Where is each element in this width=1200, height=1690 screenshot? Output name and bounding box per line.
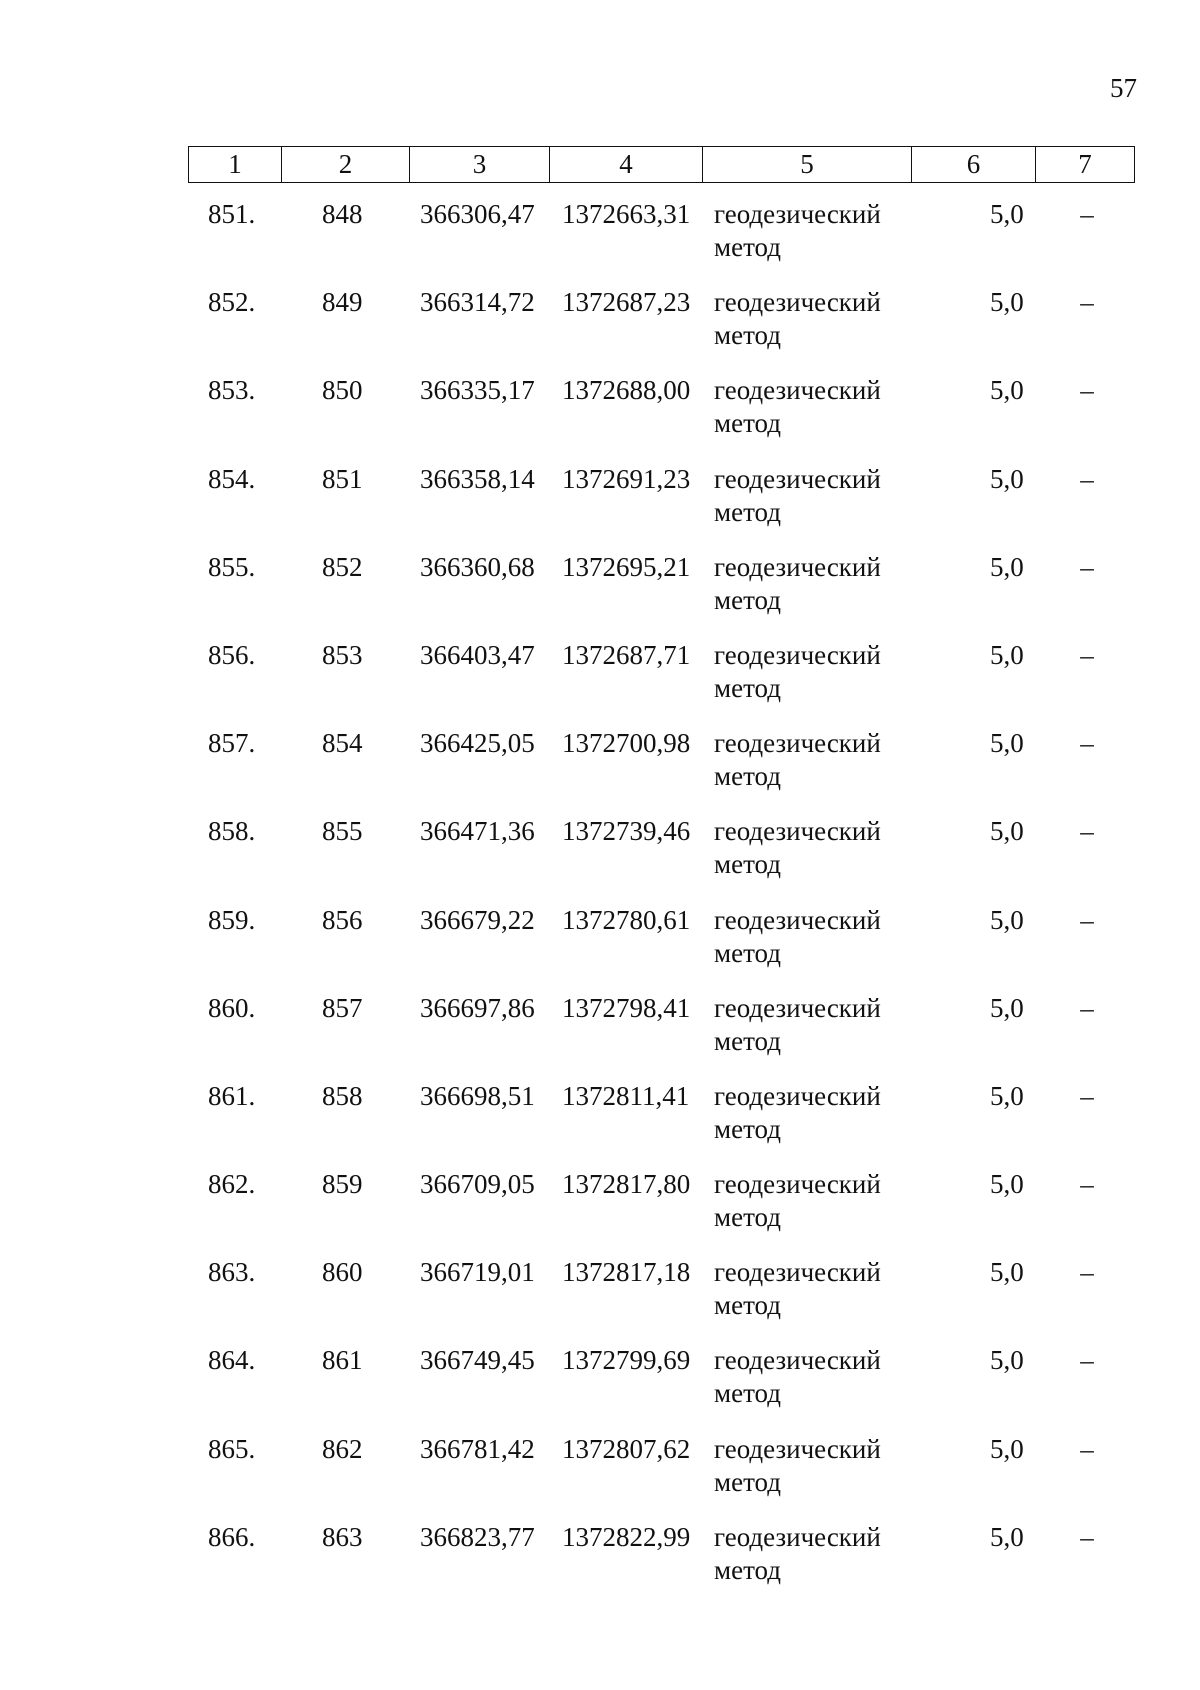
note: –	[1080, 287, 1094, 318]
table-row	[188, 1521, 1134, 1609]
table-row	[188, 1080, 1134, 1168]
method-line-1: геодезический	[714, 1080, 881, 1111]
method-line-2: метод	[714, 1113, 781, 1144]
method-line-1: геодезический	[714, 1521, 881, 1552]
header-cell-6: 6	[912, 147, 1036, 183]
table-row	[188, 815, 1134, 903]
row-number: 853.	[208, 375, 256, 406]
row-number: 857.	[208, 728, 256, 759]
method-line-2: метод	[714, 1554, 781, 1585]
point-number: 856	[322, 904, 363, 935]
point-number: 862	[322, 1433, 363, 1464]
row-number: 862.	[208, 1169, 256, 1200]
table-row	[188, 463, 1134, 551]
method	[714, 374, 881, 440]
point-number: 853	[322, 639, 363, 670]
method-line-2: метод	[714, 1378, 781, 1409]
method-line-1: геодезический	[714, 1345, 881, 1376]
point-number: 850	[322, 375, 363, 406]
method-line-1: геодезический	[714, 1257, 881, 1288]
point-number: 858	[322, 1080, 363, 1111]
method	[714, 1168, 881, 1234]
header-row	[189, 147, 1135, 183]
method	[714, 1344, 881, 1410]
accuracy: 5,0	[990, 199, 1024, 229]
header-cell-3: 3	[410, 147, 550, 183]
method	[714, 639, 881, 705]
method	[714, 463, 881, 529]
table-row	[188, 727, 1134, 815]
point-number: 857	[322, 992, 363, 1023]
accuracy: 5,0	[990, 816, 1024, 847]
method-line-2: метод	[714, 937, 781, 968]
point-number: 851	[322, 463, 363, 494]
accuracy: 5,0	[990, 463, 1024, 494]
note: –	[1080, 1433, 1094, 1464]
header-cell-1: 1	[189, 147, 282, 183]
method-line-1: геодезический	[714, 728, 881, 759]
method-line-1: геодезический	[714, 375, 881, 406]
method-line-1: геодезический	[714, 992, 881, 1023]
coordinate-x: 366306,47	[420, 199, 535, 229]
method-line-2: метод	[714, 232, 781, 262]
note: –	[1080, 463, 1094, 494]
method	[714, 815, 881, 881]
coordinate-x: 366698,51	[420, 1080, 535, 1111]
method-line-1: геодезический	[714, 463, 881, 494]
note: –	[1080, 199, 1094, 229]
note: –	[1080, 1257, 1094, 1288]
accuracy: 5,0	[990, 287, 1024, 318]
note: –	[1080, 1080, 1094, 1111]
method-line-1: геодезический	[714, 1433, 881, 1464]
accuracy: 5,0	[990, 551, 1024, 582]
header-cell-2: 2	[282, 147, 410, 183]
point-number: 859	[322, 1169, 363, 1200]
coordinate-y: 1372695,21	[562, 551, 691, 582]
accuracy: 5,0	[990, 1521, 1024, 1552]
note: –	[1080, 639, 1094, 670]
method	[714, 992, 881, 1058]
coordinate-x: 366679,22	[420, 904, 535, 935]
row-number: 852.	[208, 287, 256, 318]
method-line-2: метод	[714, 849, 781, 880]
method	[714, 551, 881, 617]
method	[714, 904, 881, 970]
note: –	[1080, 816, 1094, 847]
row-number: 865.	[208, 1433, 256, 1464]
table-row	[188, 286, 1134, 374]
row-number: 856.	[208, 639, 256, 670]
table-row	[188, 374, 1134, 462]
accuracy: 5,0	[990, 904, 1024, 935]
coordinate-x: 366425,05	[420, 728, 535, 759]
coordinate-x: 366697,86	[420, 992, 535, 1023]
accuracy: 5,0	[990, 1169, 1024, 1200]
coordinate-x: 366709,05	[420, 1169, 535, 1200]
coordinate-x: 366823,77	[420, 1521, 535, 1552]
coordinate-x: 366471,36	[420, 816, 535, 847]
coordinate-y: 1372663,31	[562, 199, 691, 229]
method	[714, 1521, 881, 1587]
method-line-2: метод	[714, 408, 781, 439]
note: –	[1080, 1521, 1094, 1552]
note: –	[1080, 904, 1094, 935]
row-number: 861.	[208, 1080, 256, 1111]
method-line-1: геодезический	[714, 1169, 881, 1200]
coordinate-y: 1372817,80	[562, 1169, 691, 1200]
coordinate-x: 366719,01	[420, 1257, 535, 1288]
table-row	[188, 992, 1134, 1080]
coordinate-y: 1372811,41	[562, 1080, 690, 1111]
method-line-2: метод	[714, 1025, 781, 1056]
method	[714, 198, 881, 264]
accuracy: 5,0	[990, 375, 1024, 406]
method-line-1: геодезический	[714, 904, 881, 935]
method-line-2: метод	[714, 1290, 781, 1321]
method-line-1: геодезический	[714, 816, 881, 847]
coordinate-y: 1372780,61	[562, 904, 691, 935]
method	[714, 1433, 881, 1499]
note: –	[1080, 375, 1094, 406]
coordinate-y: 1372700,98	[562, 728, 691, 759]
note: –	[1080, 551, 1094, 582]
note: –	[1080, 992, 1094, 1023]
coordinate-y: 1372687,23	[562, 287, 691, 318]
method-line-1: геодезический	[714, 639, 881, 670]
method-line-2: метод	[714, 320, 781, 351]
method-line-2: метод	[714, 672, 781, 703]
row-number: 855.	[208, 551, 256, 582]
coordinate-x: 366335,17	[420, 375, 535, 406]
accuracy: 5,0	[990, 728, 1024, 759]
point-number: 852	[322, 551, 363, 582]
coordinate-y: 1372817,18	[562, 1257, 691, 1288]
point-number: 863	[322, 1521, 363, 1552]
header-cell-4: 4	[550, 147, 703, 183]
row-number: 866.	[208, 1521, 256, 1552]
note: –	[1080, 1169, 1094, 1200]
accuracy: 5,0	[990, 639, 1024, 670]
row-number: 860.	[208, 992, 256, 1023]
method	[714, 727, 881, 793]
point-number: 848	[322, 199, 363, 229]
coordinate-x: 366358,14	[420, 463, 535, 494]
accuracy: 5,0	[990, 1080, 1024, 1111]
row-number: 854.	[208, 463, 256, 494]
accuracy: 5,0	[990, 992, 1024, 1023]
coordinate-x: 366360,68	[420, 551, 535, 582]
note: –	[1080, 728, 1094, 759]
point-number: 861	[322, 1345, 363, 1376]
point-number: 860	[322, 1257, 363, 1288]
method-line-1: геодезический	[714, 287, 881, 318]
accuracy: 5,0	[990, 1345, 1024, 1376]
point-number: 855	[322, 816, 363, 847]
table-row	[188, 551, 1134, 639]
table-row	[188, 1256, 1134, 1344]
coordinate-y: 1372799,69	[562, 1345, 691, 1376]
table-row	[188, 1433, 1134, 1521]
coordinate-x: 366749,45	[420, 1345, 535, 1376]
row-number: 863.	[208, 1257, 256, 1288]
point-number: 854	[322, 728, 363, 759]
coordinate-y: 1372688,00	[562, 375, 691, 406]
row-number: 851.	[208, 199, 256, 229]
method-line-2: метод	[714, 1466, 781, 1497]
method-line-2: метод	[714, 1202, 781, 1233]
coordinate-y: 1372739,46	[562, 816, 691, 847]
accuracy: 5,0	[990, 1257, 1024, 1288]
page-number: 57	[1110, 73, 1137, 103]
table-row	[188, 1168, 1134, 1256]
table-body	[188, 198, 1134, 1609]
table-row	[188, 904, 1134, 992]
note: –	[1080, 1345, 1094, 1376]
coordinate-x: 366314,72	[420, 287, 535, 318]
coordinate-y: 1372798,41	[562, 992, 691, 1023]
coordinate-x: 366403,47	[420, 639, 535, 670]
coordinate-x: 366781,42	[420, 1433, 535, 1464]
row-number: 864.	[208, 1345, 256, 1376]
method-line-1: геодезический	[714, 551, 881, 582]
row-number: 858.	[208, 816, 256, 847]
coordinate-y: 1372691,23	[562, 463, 691, 494]
header-cell-5: 5	[703, 147, 912, 183]
column-header-table	[188, 146, 1135, 183]
coordinate-y: 1372807,62	[562, 1433, 691, 1464]
method-line-1: геодезический	[714, 199, 881, 229]
table-row	[188, 1344, 1134, 1432]
table-row	[188, 198, 1134, 286]
method-line-2: метод	[714, 496, 781, 527]
method	[714, 286, 881, 352]
method	[714, 1080, 881, 1146]
method-line-2: метод	[714, 761, 781, 792]
table-row	[188, 639, 1134, 727]
row-number: 859.	[208, 904, 256, 935]
point-number: 849	[322, 287, 363, 318]
coordinate-y: 1372687,71	[562, 639, 691, 670]
coordinate-y: 1372822,99	[562, 1521, 691, 1552]
header-cell-7: 7	[1036, 147, 1135, 183]
method-line-2: метод	[714, 584, 781, 615]
method	[714, 1256, 881, 1322]
accuracy: 5,0	[990, 1433, 1024, 1464]
